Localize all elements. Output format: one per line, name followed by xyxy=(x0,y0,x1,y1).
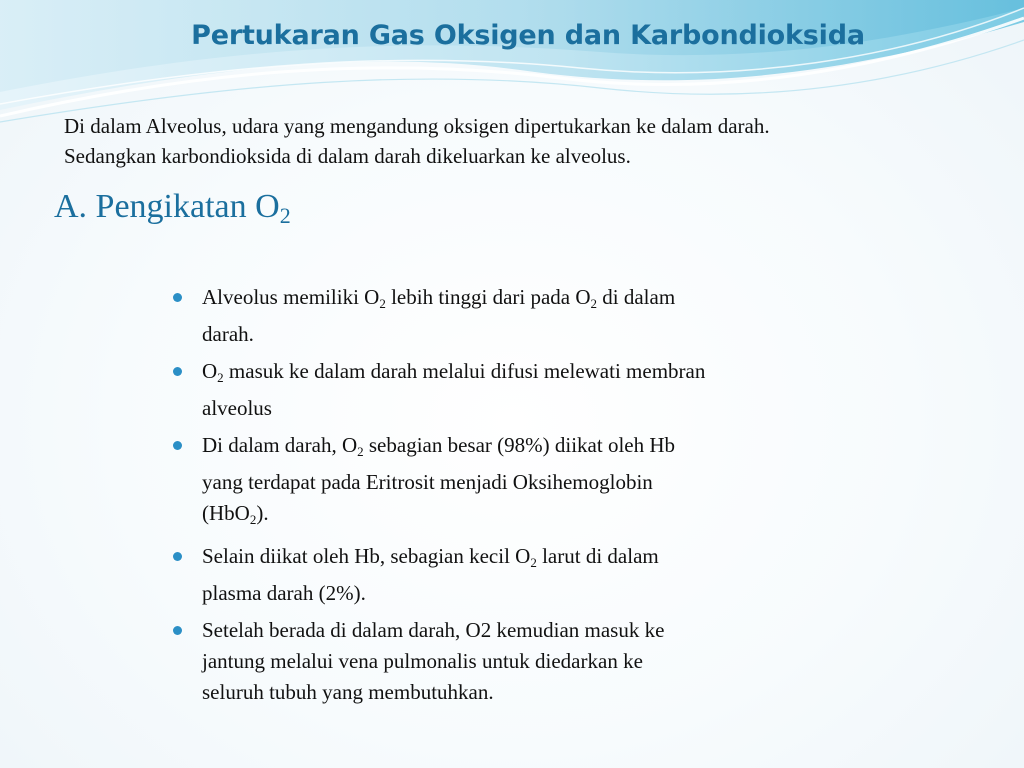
intro-line: Sedangkan karbondioksida di dalam darah dikeluarkan ke alveolus. xyxy=(64,144,631,168)
bullet-line xyxy=(202,430,872,467)
bullet-line xyxy=(202,319,872,350)
subscript: 2 xyxy=(379,296,386,311)
bullet-dot-icon xyxy=(173,293,182,302)
bullet-text: jantung melalui vena pulmonalis untuk diedarkan ke xyxy=(202,649,643,673)
section-heading xyxy=(54,188,291,229)
bullet-text: lebih tinggi dari pada O xyxy=(385,285,591,309)
bullet-line xyxy=(202,677,872,708)
bullet-text: Di dalam darah, O xyxy=(202,433,358,457)
subscript: 2 xyxy=(217,370,224,385)
intro-paragraph xyxy=(64,111,1014,171)
bullet-text: larut di dalam xyxy=(536,544,659,568)
bullet-item xyxy=(172,356,872,424)
bullet-text: ). xyxy=(256,501,269,525)
subscript: 2 xyxy=(590,296,598,311)
bullet-item xyxy=(172,430,872,535)
bullet-item xyxy=(172,541,872,609)
section-heading-subscript: 2 xyxy=(279,203,291,228)
bullet-line xyxy=(202,541,872,578)
bullet-text: yang terdapat pada Eritrosit menjadi Oksihemoglobin xyxy=(202,470,653,494)
bullet-text: darah. xyxy=(202,322,254,346)
section-heading-text: A. Pengikatan O xyxy=(54,188,280,225)
bullet-dot-icon xyxy=(173,552,182,561)
bullet-line xyxy=(202,646,872,677)
bullet-text: Alveolus memiliki O xyxy=(202,285,380,309)
bullet-line xyxy=(202,615,872,646)
intro-line: Di dalam Alveolus, udara yang mengandung oksigen dipertukarkan ke dalam darah. xyxy=(64,114,770,138)
bullet-line xyxy=(202,356,872,393)
bullet-text: plasma darah (2%). xyxy=(202,581,366,605)
slide-title: Pertukaran Gas Oksigen dan Karbondioksida xyxy=(191,20,865,51)
bullet-text: O xyxy=(202,359,218,383)
bullet-dot-icon xyxy=(173,626,182,635)
subscript: 2 xyxy=(530,555,537,570)
subscript: 2 xyxy=(357,444,364,459)
bullet-list xyxy=(172,282,872,714)
bullet-line xyxy=(202,467,872,498)
bullet-text: seluruh tubuh yang membutuhkan. xyxy=(202,680,494,704)
bullet-text: di dalam xyxy=(597,285,676,309)
bullet-item xyxy=(172,615,872,708)
bullet-item xyxy=(172,282,872,350)
bullet-line xyxy=(202,578,872,609)
bullet-text: Selain diikat oleh Hb, sebagian kecil O xyxy=(202,544,531,568)
bullet-dot-icon xyxy=(173,367,182,376)
bullet-line xyxy=(202,393,872,424)
subscript: 2 xyxy=(249,512,257,527)
bullet-text: sebagian besar (98%) diikat oleh Hb xyxy=(363,433,676,457)
bullet-text: Setelah berada di dalam darah, O2 kemudian masuk ke xyxy=(202,618,665,642)
bullet-line xyxy=(202,498,872,535)
bullet-text: (HbO xyxy=(202,501,250,525)
bullet-dot-icon xyxy=(173,441,182,450)
bullet-text: alveolus xyxy=(202,396,272,420)
bullet-text: masuk ke dalam darah melalui difusi melewati membran xyxy=(223,359,706,383)
bullet-line xyxy=(202,282,872,319)
